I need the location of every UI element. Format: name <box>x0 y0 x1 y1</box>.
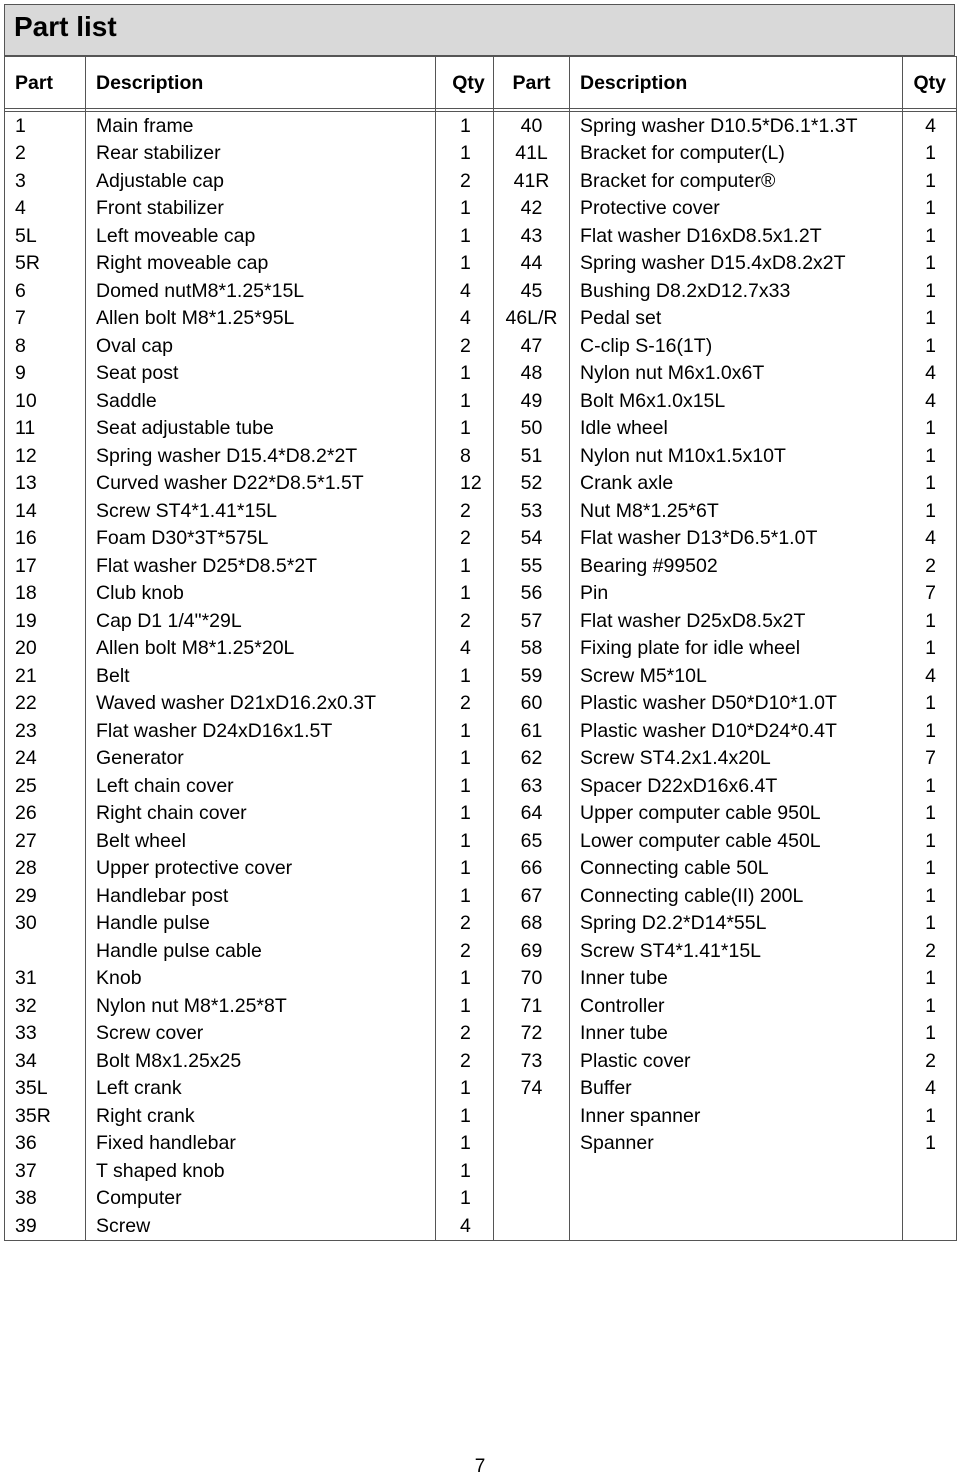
part-number-left: 31 <box>5 965 86 993</box>
part-number-left: 37 <box>5 1157 86 1185</box>
qty-left: 2 <box>436 525 494 553</box>
table-row <box>5 937 957 965</box>
table-row <box>5 580 957 608</box>
qty-right: 1 <box>903 882 957 910</box>
qty-left: 1 <box>436 1185 494 1213</box>
part-number-left: 7 <box>5 305 86 333</box>
description-left: Right moveable cap <box>86 250 436 278</box>
qty-left: 2 <box>436 690 494 718</box>
table-row <box>5 470 957 498</box>
qty-left: 1 <box>436 1075 494 1103</box>
description-right: Screw M5*10L <box>570 662 903 690</box>
qty-left: 2 <box>436 910 494 938</box>
description-right: Controller <box>570 992 903 1020</box>
description-right: Nylon nut M10x1.5x10T <box>570 442 903 470</box>
qty-left: 1 <box>436 882 494 910</box>
part-number-right: 65 <box>494 827 570 855</box>
part-number-left: 36 <box>5 1130 86 1158</box>
qty-left: 1 <box>436 745 494 773</box>
description-right <box>570 1157 903 1185</box>
qty-right: 1 <box>903 1130 957 1158</box>
part-number-left: 19 <box>5 607 86 635</box>
table-row <box>5 1102 957 1130</box>
part-number-right: 44 <box>494 250 570 278</box>
qty-right: 1 <box>903 442 957 470</box>
description-left: Handle pulse <box>86 910 436 938</box>
table-row <box>5 195 957 223</box>
part-number-right: 51 <box>494 442 570 470</box>
description-left: Seat adjustable tube <box>86 415 436 443</box>
table-row <box>5 1047 957 1075</box>
description-left: Allen bolt M8*1.25*20L <box>86 635 436 663</box>
description-right: Lower computer cable 450L <box>570 827 903 855</box>
description-right: Crank axle <box>570 470 903 498</box>
part-number-left: 22 <box>5 690 86 718</box>
part-number-right: 59 <box>494 662 570 690</box>
qty-right: 1 <box>903 415 957 443</box>
qty-left: 4 <box>436 635 494 663</box>
description-right: Bolt M6x1.0x15L <box>570 387 903 415</box>
qty-right: 1 <box>903 1102 957 1130</box>
description-right: Idle wheel <box>570 415 903 443</box>
description-left: Screw cover <box>86 1020 436 1048</box>
part-number-right: 71 <box>494 992 570 1020</box>
part-number-right: 67 <box>494 882 570 910</box>
header-part-left: Part <box>5 57 86 109</box>
description-left: Foam D30*3T*575L <box>86 525 436 553</box>
description-left: T shaped knob <box>86 1157 436 1185</box>
qty-right <box>903 1212 957 1241</box>
description-right: Spacer D22xD16x6.4T <box>570 772 903 800</box>
qty-left: 1 <box>436 827 494 855</box>
qty-right: 4 <box>903 662 957 690</box>
part-number-right: 40 <box>494 112 570 140</box>
table-row <box>5 222 957 250</box>
qty-right: 4 <box>903 525 957 553</box>
table-row <box>5 1212 957 1241</box>
qty-left: 1 <box>436 195 494 223</box>
description-left: Right chain cover <box>86 800 436 828</box>
table-row <box>5 855 957 883</box>
qty-right: 1 <box>903 800 957 828</box>
part-number-left: 8 <box>5 332 86 360</box>
description-left: Waved washer D21xD16.2x0.3T <box>86 690 436 718</box>
description-left: Domed nutM8*1.25*15L <box>86 277 436 305</box>
qty-right: 1 <box>903 167 957 195</box>
part-number-left: 2 <box>5 140 86 168</box>
table-row <box>5 552 957 580</box>
part-number-right: 62 <box>494 745 570 773</box>
table-row <box>5 607 957 635</box>
part-number-right: 43 <box>494 222 570 250</box>
description-left: Fixed handlebar <box>86 1130 436 1158</box>
qty-left: 8 <box>436 442 494 470</box>
description-left: Bolt M8x1.25x25 <box>86 1047 436 1075</box>
part-number-left: 26 <box>5 800 86 828</box>
part-number-left: 11 <box>5 415 86 443</box>
qty-right: 1 <box>903 332 957 360</box>
description-right: Bearing #99502 <box>570 552 903 580</box>
part-number-left: 29 <box>5 882 86 910</box>
part-number-left: 28 <box>5 855 86 883</box>
table-row <box>5 635 957 663</box>
part-number-left: 3 <box>5 167 86 195</box>
table-row <box>5 800 957 828</box>
part-number-left: 21 <box>5 662 86 690</box>
part-number-right: 47 <box>494 332 570 360</box>
description-right <box>570 1212 903 1241</box>
description-left: Left crank <box>86 1075 436 1103</box>
description-right: Flat washer D13*D6.5*1.0T <box>570 525 903 553</box>
header-qty-left: Qty <box>436 57 494 109</box>
description-right: Connecting cable 50L <box>570 855 903 883</box>
table-row <box>5 415 957 443</box>
description-right: Flat washer D25xD8.5x2T <box>570 607 903 635</box>
qty-left: 2 <box>436 497 494 525</box>
qty-left: 4 <box>436 1212 494 1241</box>
qty-left: 1 <box>436 992 494 1020</box>
description-right: Inner tube <box>570 965 903 993</box>
qty-left: 1 <box>436 800 494 828</box>
part-number-left: 17 <box>5 552 86 580</box>
part-number-right: 60 <box>494 690 570 718</box>
description-left: Knob <box>86 965 436 993</box>
description-right: Connecting cable(II) 200L <box>570 882 903 910</box>
qty-right: 1 <box>903 222 957 250</box>
qty-left: 1 <box>436 1102 494 1130</box>
description-left: Adjustable cap <box>86 167 436 195</box>
part-number-left: 5L <box>5 222 86 250</box>
part-number-left <box>5 937 86 965</box>
table-row <box>5 745 957 773</box>
part-number-left: 13 <box>5 470 86 498</box>
qty-right: 4 <box>903 1075 957 1103</box>
part-number-right: 74 <box>494 1075 570 1103</box>
title-bar <box>4 4 955 56</box>
parts-table <box>4 56 957 1241</box>
part-number-right: 66 <box>494 855 570 883</box>
part-number-left: 27 <box>5 827 86 855</box>
part-number-left: 35R <box>5 1102 86 1130</box>
description-left: Left moveable cap <box>86 222 436 250</box>
qty-right: 4 <box>903 387 957 415</box>
description-right: Bushing D8.2xD12.7x33 <box>570 277 903 305</box>
qty-right: 1 <box>903 250 957 278</box>
part-number-right: 52 <box>494 470 570 498</box>
qty-right: 1 <box>903 195 957 223</box>
part-number-right: 55 <box>494 552 570 580</box>
description-left: Oval cap <box>86 332 436 360</box>
qty-left: 2 <box>436 167 494 195</box>
qty-left: 1 <box>436 580 494 608</box>
page-title: Part list <box>14 11 117 42</box>
qty-left: 1 <box>436 552 494 580</box>
description-left: Upper protective cover <box>86 855 436 883</box>
part-number-right: 45 <box>494 277 570 305</box>
qty-left: 1 <box>436 250 494 278</box>
table-row <box>5 1157 957 1185</box>
table-row <box>5 525 957 553</box>
description-left: Flat washer D24xD16x1.5T <box>86 717 436 745</box>
table-row <box>5 992 957 1020</box>
description-right: Inner tube <box>570 1020 903 1048</box>
part-number-right: 70 <box>494 965 570 993</box>
table-row <box>5 140 957 168</box>
part-number-right: 49 <box>494 387 570 415</box>
description-left: Flat washer D25*D8.5*2T <box>86 552 436 580</box>
description-left: Main frame <box>86 112 436 140</box>
header-description-right: Description <box>570 57 903 109</box>
qty-left: 4 <box>436 305 494 333</box>
description-left: Left chain cover <box>86 772 436 800</box>
table-row <box>5 882 957 910</box>
part-number-left: 32 <box>5 992 86 1020</box>
qty-left: 1 <box>436 112 494 140</box>
description-right: Bracket for computer® <box>570 167 903 195</box>
qty-right: 1 <box>903 965 957 993</box>
description-left: Belt <box>86 662 436 690</box>
part-number-right: 46L/R <box>494 305 570 333</box>
description-right: Pedal set <box>570 305 903 333</box>
table-row <box>5 442 957 470</box>
part-number-right: 72 <box>494 1020 570 1048</box>
table-header-row <box>5 57 957 109</box>
part-number-right: 61 <box>494 717 570 745</box>
qty-right: 1 <box>903 635 957 663</box>
table-row <box>5 277 957 305</box>
qty-left: 1 <box>436 1157 494 1185</box>
description-right: Spring washer D10.5*D6.1*1.3T <box>570 112 903 140</box>
table-row <box>5 690 957 718</box>
description-right: Plastic washer D50*D10*1.0T <box>570 690 903 718</box>
qty-right: 1 <box>903 140 957 168</box>
description-left: Saddle <box>86 387 436 415</box>
qty-left: 1 <box>436 415 494 443</box>
qty-left: 1 <box>436 387 494 415</box>
qty-right: 1 <box>903 855 957 883</box>
part-number-left: 33 <box>5 1020 86 1048</box>
part-number-right: 54 <box>494 525 570 553</box>
part-number-left: 34 <box>5 1047 86 1075</box>
qty-right <box>903 1185 957 1213</box>
qty-right: 4 <box>903 112 957 140</box>
description-right: Fixing plate for idle wheel <box>570 635 903 663</box>
description-right: Upper computer cable 950L <box>570 800 903 828</box>
description-left: Handle pulse cable <box>86 937 436 965</box>
part-number-right: 57 <box>494 607 570 635</box>
description-right: Pin <box>570 580 903 608</box>
table-row <box>5 387 957 415</box>
qty-right: 1 <box>903 607 957 635</box>
table-row <box>5 1130 957 1158</box>
qty-right: 2 <box>903 937 957 965</box>
description-right: Plastic washer D10*D24*0.4T <box>570 717 903 745</box>
qty-left: 1 <box>436 717 494 745</box>
description-right: Nut M8*1.25*6T <box>570 497 903 525</box>
qty-right: 1 <box>903 470 957 498</box>
part-number-left: 18 <box>5 580 86 608</box>
part-number-left: 39 <box>5 1212 86 1241</box>
description-left: Seat post <box>86 360 436 388</box>
table-row <box>5 360 957 388</box>
qty-right: 1 <box>903 992 957 1020</box>
part-number-left: 20 <box>5 635 86 663</box>
part-number-left: 24 <box>5 745 86 773</box>
description-left: Spring washer D15.4*D8.2*2T <box>86 442 436 470</box>
description-left: Right crank <box>86 1102 436 1130</box>
description-left: Handlebar post <box>86 882 436 910</box>
part-number-right: 56 <box>494 580 570 608</box>
description-right: Flat washer D16xD8.5x1.2T <box>570 222 903 250</box>
qty-left: 1 <box>436 140 494 168</box>
part-number-right: 69 <box>494 937 570 965</box>
part-number-right <box>494 1157 570 1185</box>
description-left: Front stabilizer <box>86 195 436 223</box>
qty-left: 1 <box>436 965 494 993</box>
qty-right: 1 <box>903 497 957 525</box>
description-left: Generator <box>86 745 436 773</box>
part-number-right: 41L <box>494 140 570 168</box>
table-row <box>5 965 957 993</box>
description-left: Screw ST4*1.41*15L <box>86 497 436 525</box>
part-number-left: 16 <box>5 525 86 553</box>
qty-right: 1 <box>903 277 957 305</box>
table-row <box>5 497 957 525</box>
qty-left: 1 <box>436 772 494 800</box>
qty-left: 2 <box>436 607 494 635</box>
qty-right <box>903 1157 957 1185</box>
part-number-left: 14 <box>5 497 86 525</box>
part-number-left: 12 <box>5 442 86 470</box>
part-number-right: 64 <box>494 800 570 828</box>
qty-left: 4 <box>436 277 494 305</box>
part-number-left: 5R <box>5 250 86 278</box>
parts-table-body <box>5 57 957 1241</box>
description-left: Computer <box>86 1185 436 1213</box>
part-number-right: 63 <box>494 772 570 800</box>
description-right: Buffer <box>570 1075 903 1103</box>
table-row <box>5 717 957 745</box>
header-part-right: Part <box>494 57 570 109</box>
part-number-left: 23 <box>5 717 86 745</box>
part-number-left: 9 <box>5 360 86 388</box>
qty-left: 2 <box>436 937 494 965</box>
description-right: Screw ST4.2x1.4x20L <box>570 745 903 773</box>
description-right: Nylon nut M6x1.0x6T <box>570 360 903 388</box>
description-left: Rear stabilizer <box>86 140 436 168</box>
description-right: Spring washer D15.4xD8.2x2T <box>570 250 903 278</box>
qty-right: 2 <box>903 1047 957 1075</box>
qty-left: 12 <box>436 470 494 498</box>
part-number-right: 41R <box>494 167 570 195</box>
table-row <box>5 167 957 195</box>
description-right: Inner spanner <box>570 1102 903 1130</box>
qty-right: 1 <box>903 827 957 855</box>
table-row <box>5 1075 957 1103</box>
qty-right: 1 <box>903 305 957 333</box>
table-row <box>5 1185 957 1213</box>
part-number-right: 42 <box>494 195 570 223</box>
header-qty-right: Qty <box>903 57 957 109</box>
qty-left: 1 <box>436 662 494 690</box>
qty-left: 2 <box>436 1020 494 1048</box>
description-left: Cap D1 1/4"*29L <box>86 607 436 635</box>
description-left: Belt wheel <box>86 827 436 855</box>
description-right: Screw ST4*1.41*15L <box>570 937 903 965</box>
table-row <box>5 772 957 800</box>
part-number-left: 35L <box>5 1075 86 1103</box>
table-row <box>5 827 957 855</box>
part-number-right: 53 <box>494 497 570 525</box>
part-number-right: 50 <box>494 415 570 443</box>
description-right: Bracket for computer(L) <box>570 140 903 168</box>
qty-right: 7 <box>903 745 957 773</box>
description-right: Plastic cover <box>570 1047 903 1075</box>
description-left: Club knob <box>86 580 436 608</box>
part-number-right <box>494 1212 570 1241</box>
description-left: Nylon nut M8*1.25*8T <box>86 992 436 1020</box>
description-right <box>570 1185 903 1213</box>
table-row <box>5 910 957 938</box>
qty-left: 2 <box>436 332 494 360</box>
part-number-right: 48 <box>494 360 570 388</box>
qty-right: 1 <box>903 717 957 745</box>
description-right: Spanner <box>570 1130 903 1158</box>
part-number-left: 10 <box>5 387 86 415</box>
part-number-right <box>494 1102 570 1130</box>
part-number-left: 1 <box>5 112 86 140</box>
qty-right: 1 <box>903 1020 957 1048</box>
qty-left: 1 <box>436 222 494 250</box>
qty-left: 1 <box>436 360 494 388</box>
qty-left: 1 <box>436 855 494 883</box>
part-number-left: 38 <box>5 1185 86 1213</box>
part-number-right: 73 <box>494 1047 570 1075</box>
table-row <box>5 662 957 690</box>
table-row <box>5 1020 957 1048</box>
qty-left: 2 <box>436 1047 494 1075</box>
qty-right: 2 <box>903 552 957 580</box>
page-number: 7 <box>474 1456 486 1477</box>
description-left: Curved washer D22*D8.5*1.5T <box>86 470 436 498</box>
part-number-right <box>494 1130 570 1158</box>
table-row <box>5 305 957 333</box>
description-left: Allen bolt M8*1.25*95L <box>86 305 436 333</box>
description-right: C-clip S-16(1T) <box>570 332 903 360</box>
part-number-left: 30 <box>5 910 86 938</box>
table-row <box>5 332 957 360</box>
qty-left: 1 <box>436 1130 494 1158</box>
part-number-right <box>494 1185 570 1213</box>
header-description-left: Description <box>86 57 436 109</box>
part-number-right: 58 <box>494 635 570 663</box>
part-number-left: 4 <box>5 195 86 223</box>
description-right: Spring D2.2*D14*55L <box>570 910 903 938</box>
qty-right: 1 <box>903 690 957 718</box>
qty-right: 1 <box>903 910 957 938</box>
part-number-left: 6 <box>5 277 86 305</box>
table-row <box>5 112 957 140</box>
part-number-right: 68 <box>494 910 570 938</box>
table-row <box>5 250 957 278</box>
part-number-left: 25 <box>5 772 86 800</box>
qty-right: 7 <box>903 580 957 608</box>
qty-right: 1 <box>903 772 957 800</box>
description-left: Screw <box>86 1212 436 1241</box>
qty-right: 4 <box>903 360 957 388</box>
description-right: Protective cover <box>570 195 903 223</box>
